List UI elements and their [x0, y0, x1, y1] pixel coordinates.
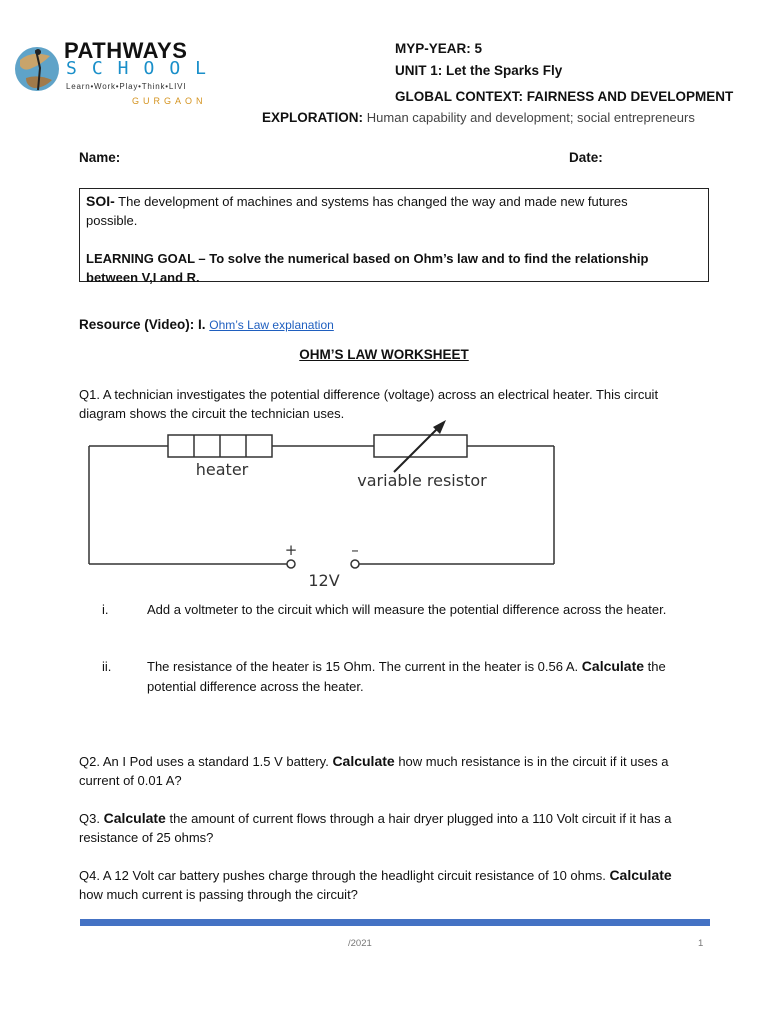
q1-sub-i-number: i.	[102, 602, 109, 617]
q4-line2: how much current is passing through the circuit?	[79, 887, 358, 902]
name-label: Name:	[79, 150, 121, 165]
soi-box	[79, 188, 709, 285]
resource-video-link[interactable]: Ohm’s Law explanation	[209, 318, 334, 332]
supply-voltage-label: 12V	[308, 571, 340, 590]
q1-sub-ii-number: ii.	[102, 659, 112, 674]
soi-text-line2: possible.	[86, 213, 138, 228]
learning-goal-line1: LEARNING GOAL – To solve the numerical based on Ohm’s law and to find the relationship	[86, 251, 649, 266]
q3-pre: Q3.	[79, 811, 100, 826]
worksheet-title: OHM’S LAW WORKSHEET	[299, 347, 469, 362]
globe-logo-icon	[12, 38, 62, 100]
logo-school: SCHOOL	[66, 58, 222, 79]
header-exploration	[262, 110, 695, 125]
footer-divider	[80, 919, 710, 926]
heater-label: heater	[195, 460, 249, 479]
positive-terminal-icon	[287, 560, 295, 568]
q4-calculate: Calculate	[609, 867, 672, 883]
q2-line1	[79, 752, 669, 771]
q1-sub-i-text: Add a voltmeter to the circuit which will measure the potential difference across the heater.	[147, 602, 667, 617]
soi-label: SOI-	[86, 193, 115, 209]
date-label: Date:	[569, 150, 603, 165]
circuit-diagram	[84, 418, 564, 590]
school-logo	[12, 38, 222, 110]
q1-sub-ii-pre: The resistance of the heater is 15 Ohm. The current in the heater is 0.56 A.	[147, 659, 579, 674]
soi-statement	[86, 192, 702, 211]
resource-line	[79, 317, 334, 332]
q2-line2: current of 0.01 A?	[79, 773, 182, 788]
footer-page-number: 1	[698, 938, 704, 949]
q2-post: how much resistance is in the circuit if it uses a	[398, 754, 669, 769]
q1-sub-ii-calculate: Calculate	[581, 658, 645, 674]
q1-sub-ii-line2: potential difference across the heater.	[147, 679, 364, 694]
q3-line1	[79, 809, 671, 828]
heater-symbol	[168, 435, 272, 457]
q1-line2: diagram shows the circuit the technician uses.	[79, 406, 345, 421]
logo-brand: PATHWAYS	[64, 38, 188, 63]
variable-resistor-symbol	[374, 420, 467, 472]
resource-label: Resource (Video): I.	[79, 317, 206, 332]
soi-text-line1: The development of machines and systems has changed the way and made new futures	[118, 194, 628, 209]
header-year: MYP-YEAR: 5	[395, 41, 483, 56]
q3-line2: resistance of 25 ohms?	[79, 830, 214, 845]
q1-line1: Q1. A technician investigates the potential difference (voltage) across an electrical heater. This circuit	[79, 387, 659, 402]
q4-pre: Q4. A 12 Volt car battery pushes charge through the headlight circuit resistance of 10 ohms.	[79, 868, 606, 883]
exploration-label: EXPLORATION:	[262, 110, 363, 125]
exploration-text: Human capability and development; social entrepreneurs	[366, 110, 695, 125]
positive-sign: +	[284, 541, 298, 559]
logo-tagline: Learn•Work•Play•Think•LIVI	[66, 82, 187, 91]
q1-sub-ii-line1	[147, 657, 666, 676]
footer-date: /2021	[348, 938, 372, 949]
header-global-context: GLOBAL CONTEXT: FAIRNESS AND DEVELOPMENT	[395, 89, 734, 104]
negative-sign: –	[351, 541, 359, 559]
variable-resistor-label: variable resistor	[357, 471, 487, 490]
q1-sub-ii-post: the	[647, 659, 666, 674]
header-unit: UNIT 1: Let the Sparks Fly	[395, 63, 563, 78]
q3-calculate: Calculate	[103, 810, 166, 826]
logo-city: GURGAON	[132, 96, 207, 106]
q2-calculate: Calculate	[332, 753, 395, 769]
q2-pre: Q2. An I Pod uses a standard 1.5 V battery.	[79, 754, 329, 769]
q3-post: the amount of current flows through a hair dryer plugged into a 110 Volt circuit if it has a	[169, 811, 672, 826]
negative-terminal-icon	[351, 560, 359, 568]
q4-line1	[79, 866, 672, 885]
learning-goal-line2: between V,I and R.	[86, 270, 200, 285]
